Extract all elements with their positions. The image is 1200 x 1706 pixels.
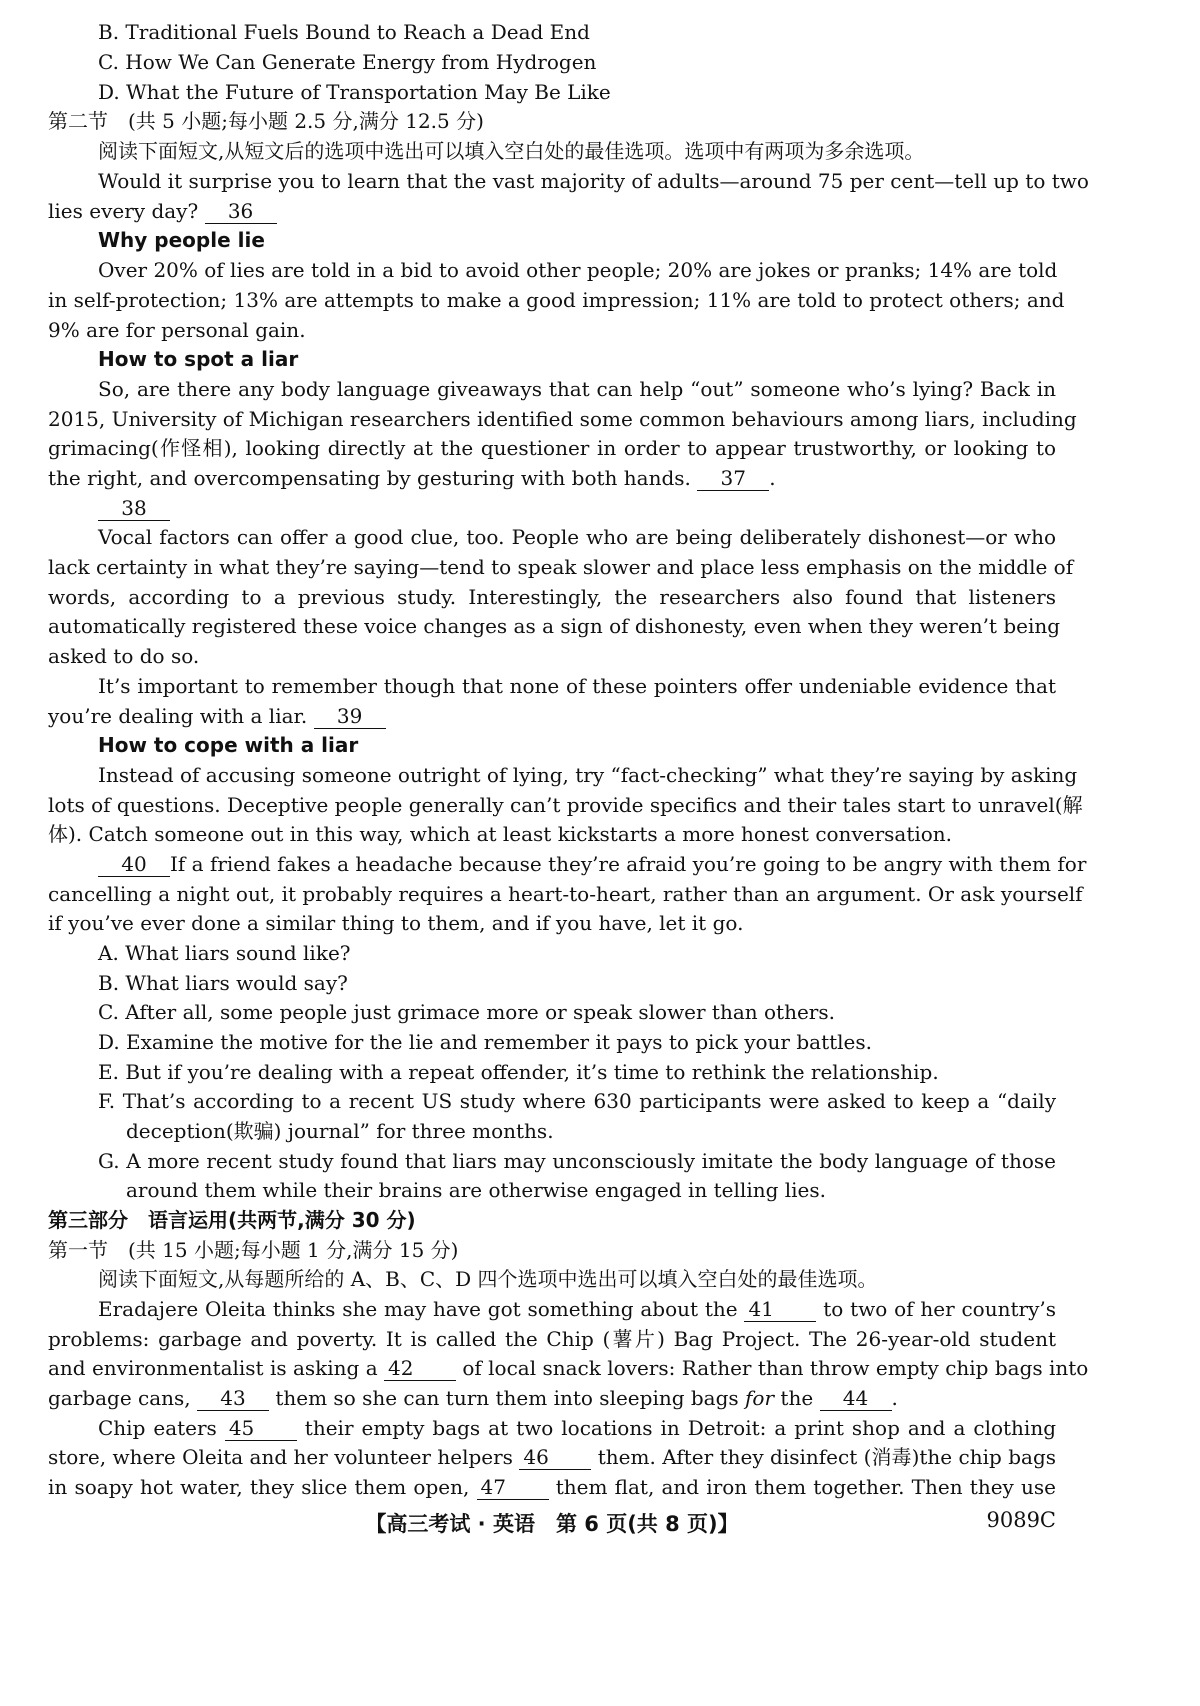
prev-option-b: B. Traditional Fuels Bound to Reach a Dead End	[98, 20, 590, 44]
cloze-line	[48, 1443, 1056, 1473]
passage-line: 9% are for personal gain.	[48, 318, 306, 342]
blank-45: 45	[225, 1416, 297, 1441]
blank-40: 40	[98, 852, 170, 877]
option-f: F. That’s according to a recent US study where 630 participants were asked to keep a “daily	[98, 1089, 1056, 1113]
footer-page-info: 【高三考试 · 英语 第 6 页(共 8 页)】	[365, 1512, 739, 1536]
part3-instruction: 阅读下面短文,从每题所给的 A、B、C、D 四个选项中选出可以填入空白处的最佳选项。	[98, 1267, 878, 1291]
cloze-text: the	[780, 1386, 814, 1410]
page-footer	[48, 1508, 1056, 1548]
passage-line: in self-protection; 13% are attempts to make a good impression; 11% are told to protect others; and	[48, 288, 1065, 312]
passage-line: grimacing(作怪相), looking directly at the questioner in order to appear trustworthy, or looking to	[48, 436, 1056, 460]
option-g-cont: around them while their brains are otherwise engaged in telling lies.	[126, 1178, 826, 1202]
passage-line: Over 20% of lies are told in a bid to avoid other people; 20% are jokes or pranks; 14% are told	[98, 258, 1058, 282]
passage-line: automatically registered these voice changes as a sign of dishonesty, even when they weren’t being	[48, 614, 1061, 638]
option-c: C. After all, some people just grimace more or speak slower than others.	[98, 1000, 835, 1024]
cloze-line	[48, 1384, 1056, 1414]
cloze-line: problems: garbage and poverty. It is called the Chip (薯片) Bag Project. The 26-year-old student	[48, 1327, 1056, 1351]
passage-line: cancelling a night out, it probably requires a heart-to-heart, rather than an argument. Or ask yourself	[48, 882, 1083, 906]
passage-line: 2015, University of Michigan researchers identified some common behaviours among liars, including	[48, 407, 1077, 431]
option-b: B. What liars would say?	[98, 971, 348, 995]
subheading-cope-liar: How to cope with a liar	[98, 733, 359, 757]
period: .	[769, 466, 776, 490]
cloze-text: their empty bags at two locations in Detroit: a print shop and a clothing	[304, 1416, 1057, 1440]
blank-37: 37	[697, 466, 769, 491]
passage-line: lots of questions. Deceptive people generally can’t provide specifics and their tales start to unravel(解	[48, 793, 1083, 817]
option-e: E. But if you’re dealing with a repeat offender, it’s time to rethink the relationship.	[98, 1060, 939, 1084]
passage-line	[48, 197, 1056, 227]
prev-option-d: D. What the Future of Transportation May Be Like	[98, 80, 611, 104]
blank-47: 47	[477, 1475, 549, 1500]
blank-38: 38	[98, 496, 170, 521]
subheading-spot-liar: How to spot a liar	[98, 347, 299, 371]
passage-line: if you’ve ever done a similar thing to them, and if you have, let it go.	[48, 911, 744, 935]
passage-line	[48, 702, 1056, 732]
part3-heading: 第三部分 语言运用(共两节,满分 30 分)	[48, 1208, 416, 1232]
section2-instruction: 阅读下面短文,从短文后的选项中选出可以填入空白处的最佳选项。选项中有两项为多余选项。	[98, 139, 925, 163]
period: .	[891, 1386, 898, 1410]
passage-line: asked to do so.	[48, 644, 200, 668]
passage-line: 体). Catch someone out in this way, which at least kickstarts a more honest conversation.	[48, 822, 953, 846]
cloze-text: them. After they disinfect (消毒)the chip bags	[597, 1445, 1057, 1469]
cloze-line	[98, 1295, 1056, 1325]
cloze-text: Chip eaters	[98, 1416, 217, 1440]
cloze-text: in soapy hot water, they slice them open,	[48, 1475, 470, 1499]
subheading-why-lie: Why people lie	[98, 228, 265, 252]
blank-44: 44	[820, 1386, 892, 1411]
blank-39: 39	[314, 704, 386, 729]
cloze-line	[48, 1354, 1089, 1384]
passage-line: Vocal factors can offer a good clue, too. People who are being deliberately dishonest—or who	[98, 525, 1056, 549]
part3-section1-heading: 第一节 (共 15 小题;每小题 1 分,满分 15 分)	[48, 1238, 459, 1262]
passage-line: Instead of accusing someone outright of lying, try “fact-checking” what they’re saying by asking	[98, 763, 1078, 787]
cloze-text: garbage cans,	[48, 1386, 191, 1410]
blank-36: 36	[205, 199, 277, 224]
option-f-cont: deception(欺骗) journal” for three months.	[126, 1119, 554, 1143]
footer-exam-code: 9089C	[986, 1508, 1056, 1532]
passage-text: lies every day?	[48, 199, 199, 223]
passage-line: Would it surprise you to learn that the vast majority of adults—around 75 per cent—tell up to two	[98, 169, 1089, 193]
passage-line: words, according to a previous study. Interestingly, the researchers also found that listeners	[48, 585, 1056, 609]
passage-line	[98, 494, 1056, 524]
passage-line: It’s important to remember though that none of these pointers offer undeniable evidence that	[98, 674, 1056, 698]
cloze-text: them so she can turn them into sleeping bags	[275, 1386, 739, 1410]
blank-43: 43	[197, 1386, 269, 1411]
passage-line	[98, 850, 1087, 880]
passage-line	[48, 464, 1056, 494]
cloze-line	[48, 1473, 1056, 1503]
blank-46: 46	[519, 1445, 591, 1470]
cloze-line	[98, 1414, 1056, 1444]
cloze-text: store, where Oleita and her volunteer helpers	[48, 1445, 513, 1469]
passage-text: you’re dealing with a liar.	[48, 704, 308, 728]
option-a: A. What liars sound like?	[98, 941, 351, 965]
passage-text: If a friend fakes a headache because they’re afraid you’re going to be angry with them for	[170, 852, 1087, 876]
cloze-text: to two of her country’s	[823, 1297, 1057, 1321]
passage-line: lack certainty in what they’re saying—tend to speak slower and place less emphasis on the middle of	[48, 555, 1074, 579]
option-d: D. Examine the motive for the lie and remember it pays to pick your battles.	[98, 1030, 873, 1054]
blank-42: 42	[384, 1356, 456, 1381]
cloze-text: them flat, and iron them together. Then they use	[555, 1475, 1057, 1499]
option-g: G. A more recent study found that liars may unconsciously imitate the body language of those	[98, 1149, 1056, 1173]
blank-41: 41	[744, 1297, 816, 1322]
cloze-text-italic: for	[745, 1386, 775, 1410]
cloze-text: Eradajere Oleita thinks she may have got something about the	[98, 1297, 738, 1321]
cloze-text: and environmentalist is asking a	[48, 1356, 378, 1380]
section2-heading: 第二节 (共 5 小题;每小题 2.5 分,满分 12.5 分)	[48, 109, 484, 133]
passage-line: So, are there any body language giveaways that can help “out” someone who’s lying? Back in	[98, 377, 1056, 401]
cloze-text: of local snack lovers: Rather than throw empty chip bags into	[462, 1356, 1089, 1380]
prev-option-c: C. How We Can Generate Energy from Hydrogen	[98, 50, 597, 74]
passage-text: the right, and overcompensating by gesturing with both hands.	[48, 466, 691, 490]
